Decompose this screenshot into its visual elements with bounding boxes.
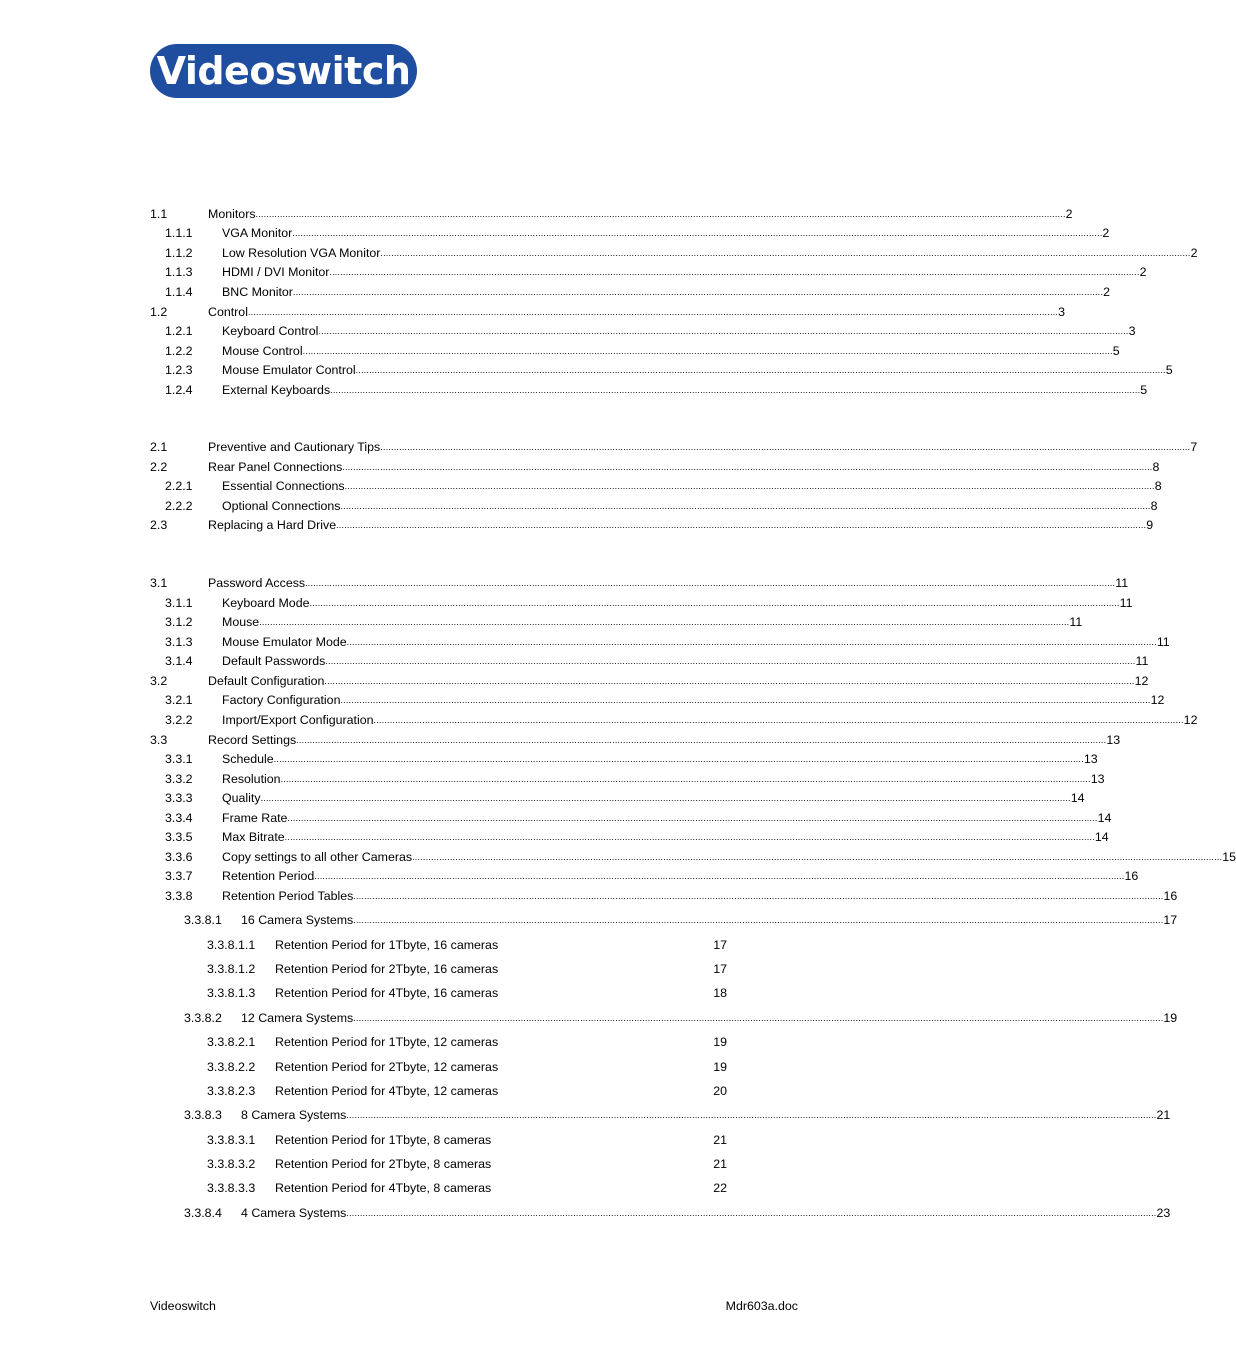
toc-entry-page: 14 [1094,830,1109,844]
toc-entry-page: 3 [1128,324,1136,338]
toc-dot-leader: ............................................................................................................................................................................................................................................................................................................ [292,228,1103,238]
toc-entry-title: Quality [222,791,261,805]
toc-entry-number: 1.1.4 [165,285,193,299]
toc-entry-page: 12 [1150,693,1165,707]
toc-entry[interactable] [0,614,1083,630]
toc-dot-leader: ............................................................................................................................................................................................................................................................................................................ [380,248,1191,258]
toc-entry[interactable] [0,1059,954,1075]
toc-entry-title: Resolution [222,772,281,786]
toc-entry-page: 13 [1106,733,1121,747]
toc-entry-number: 3.3.6 [165,850,193,864]
toc-entry[interactable] [0,888,1178,904]
toc-entry-title: Control [208,305,248,319]
toc-dot-leader: ............................................................................................................................................................................................................................................................................................................ [330,385,1141,395]
toc-entry-number: 3.1.2 [165,615,193,629]
toc-entry-title: Import/Export Configuration [222,713,374,727]
toc-dot-leader: ............................................................................................................................................................................................................................................................................................................ [353,1013,1164,1023]
toc-entry[interactable] [0,595,1133,611]
toc-entry-number: 3.3.2 [165,772,193,786]
toc-entry-title: Password Access [208,576,306,590]
toc-dot-leader: ............................................................................................................................................................................................................................................................................................................ [284,832,1095,842]
toc-entry-title: Retention Period for 1Tbyte, 16 cameras [275,938,499,952]
toc-dot-leader: ............................................................................................................................................................................................................................................................................................................ [355,365,1166,375]
toc-entry-number: 3.2.1 [165,693,193,707]
toc-entry-title: Factory Configuration [222,693,341,707]
toc-entry[interactable] [0,459,1160,475]
toc-entry-page: 9 [1146,518,1154,532]
toc-entry-page: 19 [713,1060,727,1074]
toc-entry-title: Replacing a Hard Drive [208,518,337,532]
toc-entry[interactable] [0,498,1158,514]
toc-entry-page: 8 [1150,499,1158,513]
toc-entry-page: 2 [1102,226,1110,240]
toc-dot-leader: ............................................................................................................................................................................................................................................................................................................ [325,656,1136,666]
toc-dot-leader: ............................................................................................................................................................................................................................................................................................................ [353,915,1164,925]
toc-entry[interactable] [0,382,1148,398]
toc-entry[interactable] [0,985,954,1001]
toc-entry-number: 1.2.2 [165,344,193,358]
toc-entry-title: Record Settings [208,733,297,747]
toc-entry[interactable] [0,362,1173,378]
toc-entry[interactable] [0,304,1066,320]
toc-entry[interactable] [0,225,1110,241]
toc-entry-page: 2 [1139,265,1147,279]
toc-entry[interactable] [0,323,1136,339]
toc-entry-title: Frame Rate [222,811,288,825]
toc-entry-page: 11 [1115,576,1129,590]
toc-entry-number: 3.3.8 [165,889,193,903]
toc-dot-leader: ............................................................................................................................................................................................................................................................................................................ [373,715,1184,725]
toc-entry-title: Schedule [222,752,274,766]
toc-entry-title: 16 Camera Systems [241,913,354,927]
toc-entry-number: 3.3.8.2.3 [207,1084,256,1098]
toc-entry-page: 17 [713,938,727,952]
toc-entry-title: 12 Camera Systems [241,1011,354,1025]
toc-entry-number: 1.2.3 [165,363,193,377]
toc-entry-page: 22 [713,1181,727,1195]
toc-entry-number: 1.1.3 [165,265,193,279]
toc-entry-number: 3.3.8.3.3 [207,1181,256,1195]
toc-entry-title: Retention Period for 4Tbyte, 8 cameras [275,1181,492,1195]
toc-entry-number: 2.2.1 [165,479,193,493]
toc-entry-number: 1.1 [150,207,168,221]
toc-entry-number: 3.3 [150,733,168,747]
toc-entry[interactable] [0,771,1105,787]
toc-entry-number: 3.1.4 [165,654,193,668]
toc-entry-number: 3.1.1 [165,596,193,610]
toc-entry-title: Retention Period for 4Tbyte, 16 cameras [275,986,499,1000]
toc-entry-page: 21 [1156,1108,1171,1122]
toc-entry-title: Retention Period for 2Tbyte, 12 cameras [275,1060,499,1074]
toc-entry[interactable] [0,937,954,953]
toc-entry-number: 3.3.8.3 [184,1108,222,1122]
toc-entry[interactable] [0,284,1110,300]
toc-entry-page: 5 [1112,344,1120,358]
toc-entry-number: 3.3.8.2.1 [207,1035,256,1049]
toc-entry-number: 3.3.8.2.2 [207,1060,256,1074]
toc-entry-page: 11 [1119,596,1133,610]
toc-entry[interactable] [0,1010,1178,1026]
toc-entry-title: Retention Period for 1Tbyte, 8 cameras [275,1133,492,1147]
toc-entry-title: Retention Period for 2Tbyte, 16 cameras [275,962,499,976]
toc-entry[interactable] [0,1107,1171,1123]
toc-entry-title: Retention Period Tables [222,889,354,903]
toc-entry-number: 3.3.8.1.2 [207,962,256,976]
toc-entry-title: Essential Connections [222,479,345,493]
toc-entry-title: Max Bitrate [222,830,285,844]
toc-entry[interactable] [0,575,1129,591]
toc-entry-page: 19 [713,1035,727,1049]
toc-entry[interactable] [0,712,1198,728]
toc-entry-title: Retention Period for 1Tbyte, 12 cameras [275,1035,499,1049]
toc-entry-page: 7 [1190,440,1198,454]
footer-company: Videoswitch [150,1299,216,1313]
toc-dot-leader: ............................................................................................................................................................................................................................................................................................................ [346,1110,1157,1120]
toc-entry-title: VGA Monitor [222,226,293,240]
toc-dot-leader: ............................................................................................................................................................................................................................................................................................................ [314,871,1125,881]
toc-dot-leader: ............................................................................................................................................................................................................................................................................................................ [287,813,1098,823]
toc-entry-number: 1.1.1 [165,226,193,240]
toc-dot-leader: ............................................................................................................................................................................................................................................................................................................ [340,695,1151,705]
toc-entry-page: 21 [713,1133,727,1147]
toc-entry-number: 3.3.7 [165,869,193,883]
toc-entry-number: 3.3.8.4 [184,1206,222,1220]
toc-entry-number: 3.3.8.1.3 [207,986,256,1000]
toc-dot-leader: ............................................................................................................................................................................................................................................................................................................ [380,442,1191,452]
toc-dot-leader: ............................................................................................................................................................................................................................................................................................................ [346,637,1157,647]
toc-dot-leader: ............................................................................................................................................................................................................................................................................................................ [344,481,1155,491]
toc-entry-title: Retention Period for 4Tbyte, 12 cameras [275,1084,499,1098]
toc-entry[interactable] [0,961,954,977]
footer-document-name: Mdr603a.doc [725,1299,798,1313]
toc-entry[interactable] [0,1132,954,1148]
toc-entry-page: 2 [1190,246,1198,260]
toc-entry-number: 2.3 [150,518,168,532]
toc-dot-leader: ............................................................................................................................................................................................................................................................................................................ [305,578,1116,588]
toc-entry-number: 1.1.2 [165,246,193,260]
toc-entry-title: Copy settings to all other Cameras [222,850,413,864]
toc-entry-page: 13 [1090,772,1105,786]
toc-entry-page: 16 [1124,869,1139,883]
toc-dot-leader: ............................................................................................................................................................................................................................................................................................................ [324,676,1135,686]
toc-entry-number: 3.3.8.1 [184,913,222,927]
toc-entry-page: 11 [1135,654,1149,668]
toc-entry-number: 3.2.2 [165,713,193,727]
toc-entry-title: Mouse Emulator Mode [222,635,347,649]
toc-entry[interactable] [0,1034,954,1050]
toc-entry-number: 3.3.8.1.1 [207,938,256,952]
toc-dot-leader: ............................................................................................................................................................................................................................................................................................................ [247,307,1059,317]
toc-entry-page: 5 [1140,383,1148,397]
toc-dot-leader: ............................................................................................................................................................................................................................................................................................................ [280,774,1091,784]
toc-entry-title: Rear Panel Connections [208,460,343,474]
toc-entry[interactable] [0,1083,954,1099]
toc-entry[interactable] [0,1180,954,1196]
toc-entry-title: External Keyboards [222,383,331,397]
toc-dot-leader: ............................................................................................................................................................................................................................................................................................................ [329,267,1140,277]
toc-entry[interactable] [0,1205,1171,1221]
toc-entry-title: HDMI / DVI Monitor [222,265,330,279]
toc-dot-leader: ............................................................................................................................................................................................................................................................................................................ [273,754,1084,764]
toc-entry-title: 4 Camera Systems [241,1206,347,1220]
toc-entry-title: Retention Period [222,869,315,883]
toc-entry[interactable] [0,439,1198,455]
toc-entry-title: Keyboard Control [222,324,319,338]
toc-dot-leader: ............................................................................................................................................................................................................................................................................................................ [259,617,1070,627]
toc-dot-leader: ............................................................................................................................................................................................................................................................................................................ [255,209,1066,219]
toc-entry-page: 14 [1097,811,1112,825]
toc-entry-page: 8 [1152,460,1160,474]
toc-dot-leader: ............................................................................................................................................................................................................................................................................................................ [302,346,1113,356]
toc-entry-number: 1.2.4 [165,383,193,397]
toc-entry-title: Default Configuration [208,674,325,688]
toc-entry-title: Mouse Control [222,344,303,358]
toc-entry[interactable] [0,790,1085,806]
toc-entry-title: Mouse [222,615,260,629]
toc-entry-title: 8 Camera Systems [241,1108,347,1122]
toc-entry[interactable] [0,692,1165,708]
toc-entry[interactable] [0,849,1236,865]
toc-dot-leader: ............................................................................................................................................................................................................................................................................................................ [296,735,1107,745]
toc-entry-page: 17 [1163,913,1178,927]
toc-entry-number: 3.3.3 [165,791,193,805]
toc-entry-number: 3.1.3 [165,635,193,649]
logo-text: Videoswitch [156,49,411,93]
toc-entry-page: 11 [1156,635,1170,649]
toc-dot-leader: ............................................................................................................................................................................................................................................................................................................ [342,462,1153,472]
toc-entry-page: 14 [1070,791,1085,805]
toc-entry[interactable] [0,343,1120,359]
toc-entry-page: 17 [713,962,727,976]
toc-dot-leader: ............................................................................................................................................................................................................................................................................................................ [260,793,1071,803]
toc-entry[interactable] [0,751,1098,767]
toc-entry-number: 3.3.8.3.2 [207,1157,256,1171]
toc-entry-page: 5 [1165,363,1173,377]
toc-entry-title: Low Resolution VGA Monitor [222,246,381,260]
toc-entry-number: 3.1 [150,576,168,590]
toc-entry-page: 3 [1058,305,1066,319]
toc-entry-title: Preventive and Cautionary Tips [208,440,381,454]
toc-entry-page: 12 [1134,674,1149,688]
toc-dot-leader: ............................................................................................................................................................................................................................................................................................................ [346,1208,1157,1218]
toc-entry-number: 3.2 [150,674,168,688]
toc-entry-number: 3.3.4 [165,811,193,825]
toc-entry[interactable] [0,264,1147,280]
toc-entry-number: 1.2.1 [165,324,193,338]
toc-entry-page: 20 [713,1084,727,1098]
toc-entry-title: Retention Period for 2Tbyte, 8 cameras [275,1157,492,1171]
toc-entry-number: 3.3.5 [165,830,193,844]
toc-entry-title: BNC Monitor [222,285,293,299]
toc-entry-page: 2 [1065,207,1073,221]
toc-entry[interactable] [0,810,1112,826]
toc-dot-leader: ............................................................................................................................................................................................................................................................................................................ [309,598,1120,608]
toc-entry-title: Monitors [208,207,256,221]
toc-dot-leader: ............................................................................................................................................................................................................................................................................................................ [340,501,1151,511]
toc-entry-page: 19 [1163,1011,1178,1025]
toc-dot-leader: ............................................................................................................................................................................................................................................................................................................ [412,852,1223,862]
toc-entry-number: 3.3.1 [165,752,193,766]
toc-dot-leader: ............................................................................................................................................................................................................................................................................................................ [318,326,1129,336]
toc-dot-leader: ............................................................................................................................................................................................................................................................................................................ [353,891,1164,901]
toc-entry-page: 12 [1183,713,1198,727]
toc-entry-title: Default Passwords [222,654,326,668]
toc-entry-page: 18 [713,986,727,1000]
toc-entry[interactable] [0,206,1073,222]
toc-dot-leader: ............................................................................................................................................................................................................................................................................................................ [336,520,1147,530]
toc-entry[interactable] [0,634,1170,650]
toc-entry[interactable] [0,673,1149,689]
toc-entry-page: 16 [1163,889,1178,903]
toc-entry[interactable] [0,478,1162,494]
toc-entry[interactable] [0,1156,954,1172]
toc-entry-page: 2 [1103,285,1110,299]
toc-entry-title: Optional Connections [222,499,341,513]
toc-entry-page: 8 [1154,479,1162,493]
toc-entry[interactable] [0,653,1149,669]
toc-entry[interactable] [0,732,1121,748]
toc-entry-page: 11 [1069,615,1083,629]
toc-entry[interactable] [0,517,1154,533]
toc-entry[interactable] [0,245,1198,261]
toc-entry[interactable] [0,868,1139,884]
toc-entry-page: 23 [1156,1206,1171,1220]
toc-entry-number: 2.1 [150,440,168,454]
toc-entry[interactable] [0,829,1109,845]
toc-entry-number: 1.2 [150,305,168,319]
toc-entry-page: 15 [1222,850,1236,864]
toc-entry-number: 3.3.8.3.1 [207,1133,256,1147]
toc-entry-number: 2.2 [150,460,168,474]
toc-entry-page: 13 [1083,752,1098,766]
toc-entry-page: 21 [713,1157,727,1171]
toc-entry[interactable] [0,912,1178,928]
toc-entry-title: Mouse Emulator Control [222,363,356,377]
toc-entry-number: 3.3.8.2 [184,1011,222,1025]
toc-dot-leader: ............................................................................................................................................................................................................................................................................................................ [292,287,1104,297]
toc-entry-number: 2.2.2 [165,499,193,513]
toc-entry-title: Keyboard Mode [222,596,310,610]
